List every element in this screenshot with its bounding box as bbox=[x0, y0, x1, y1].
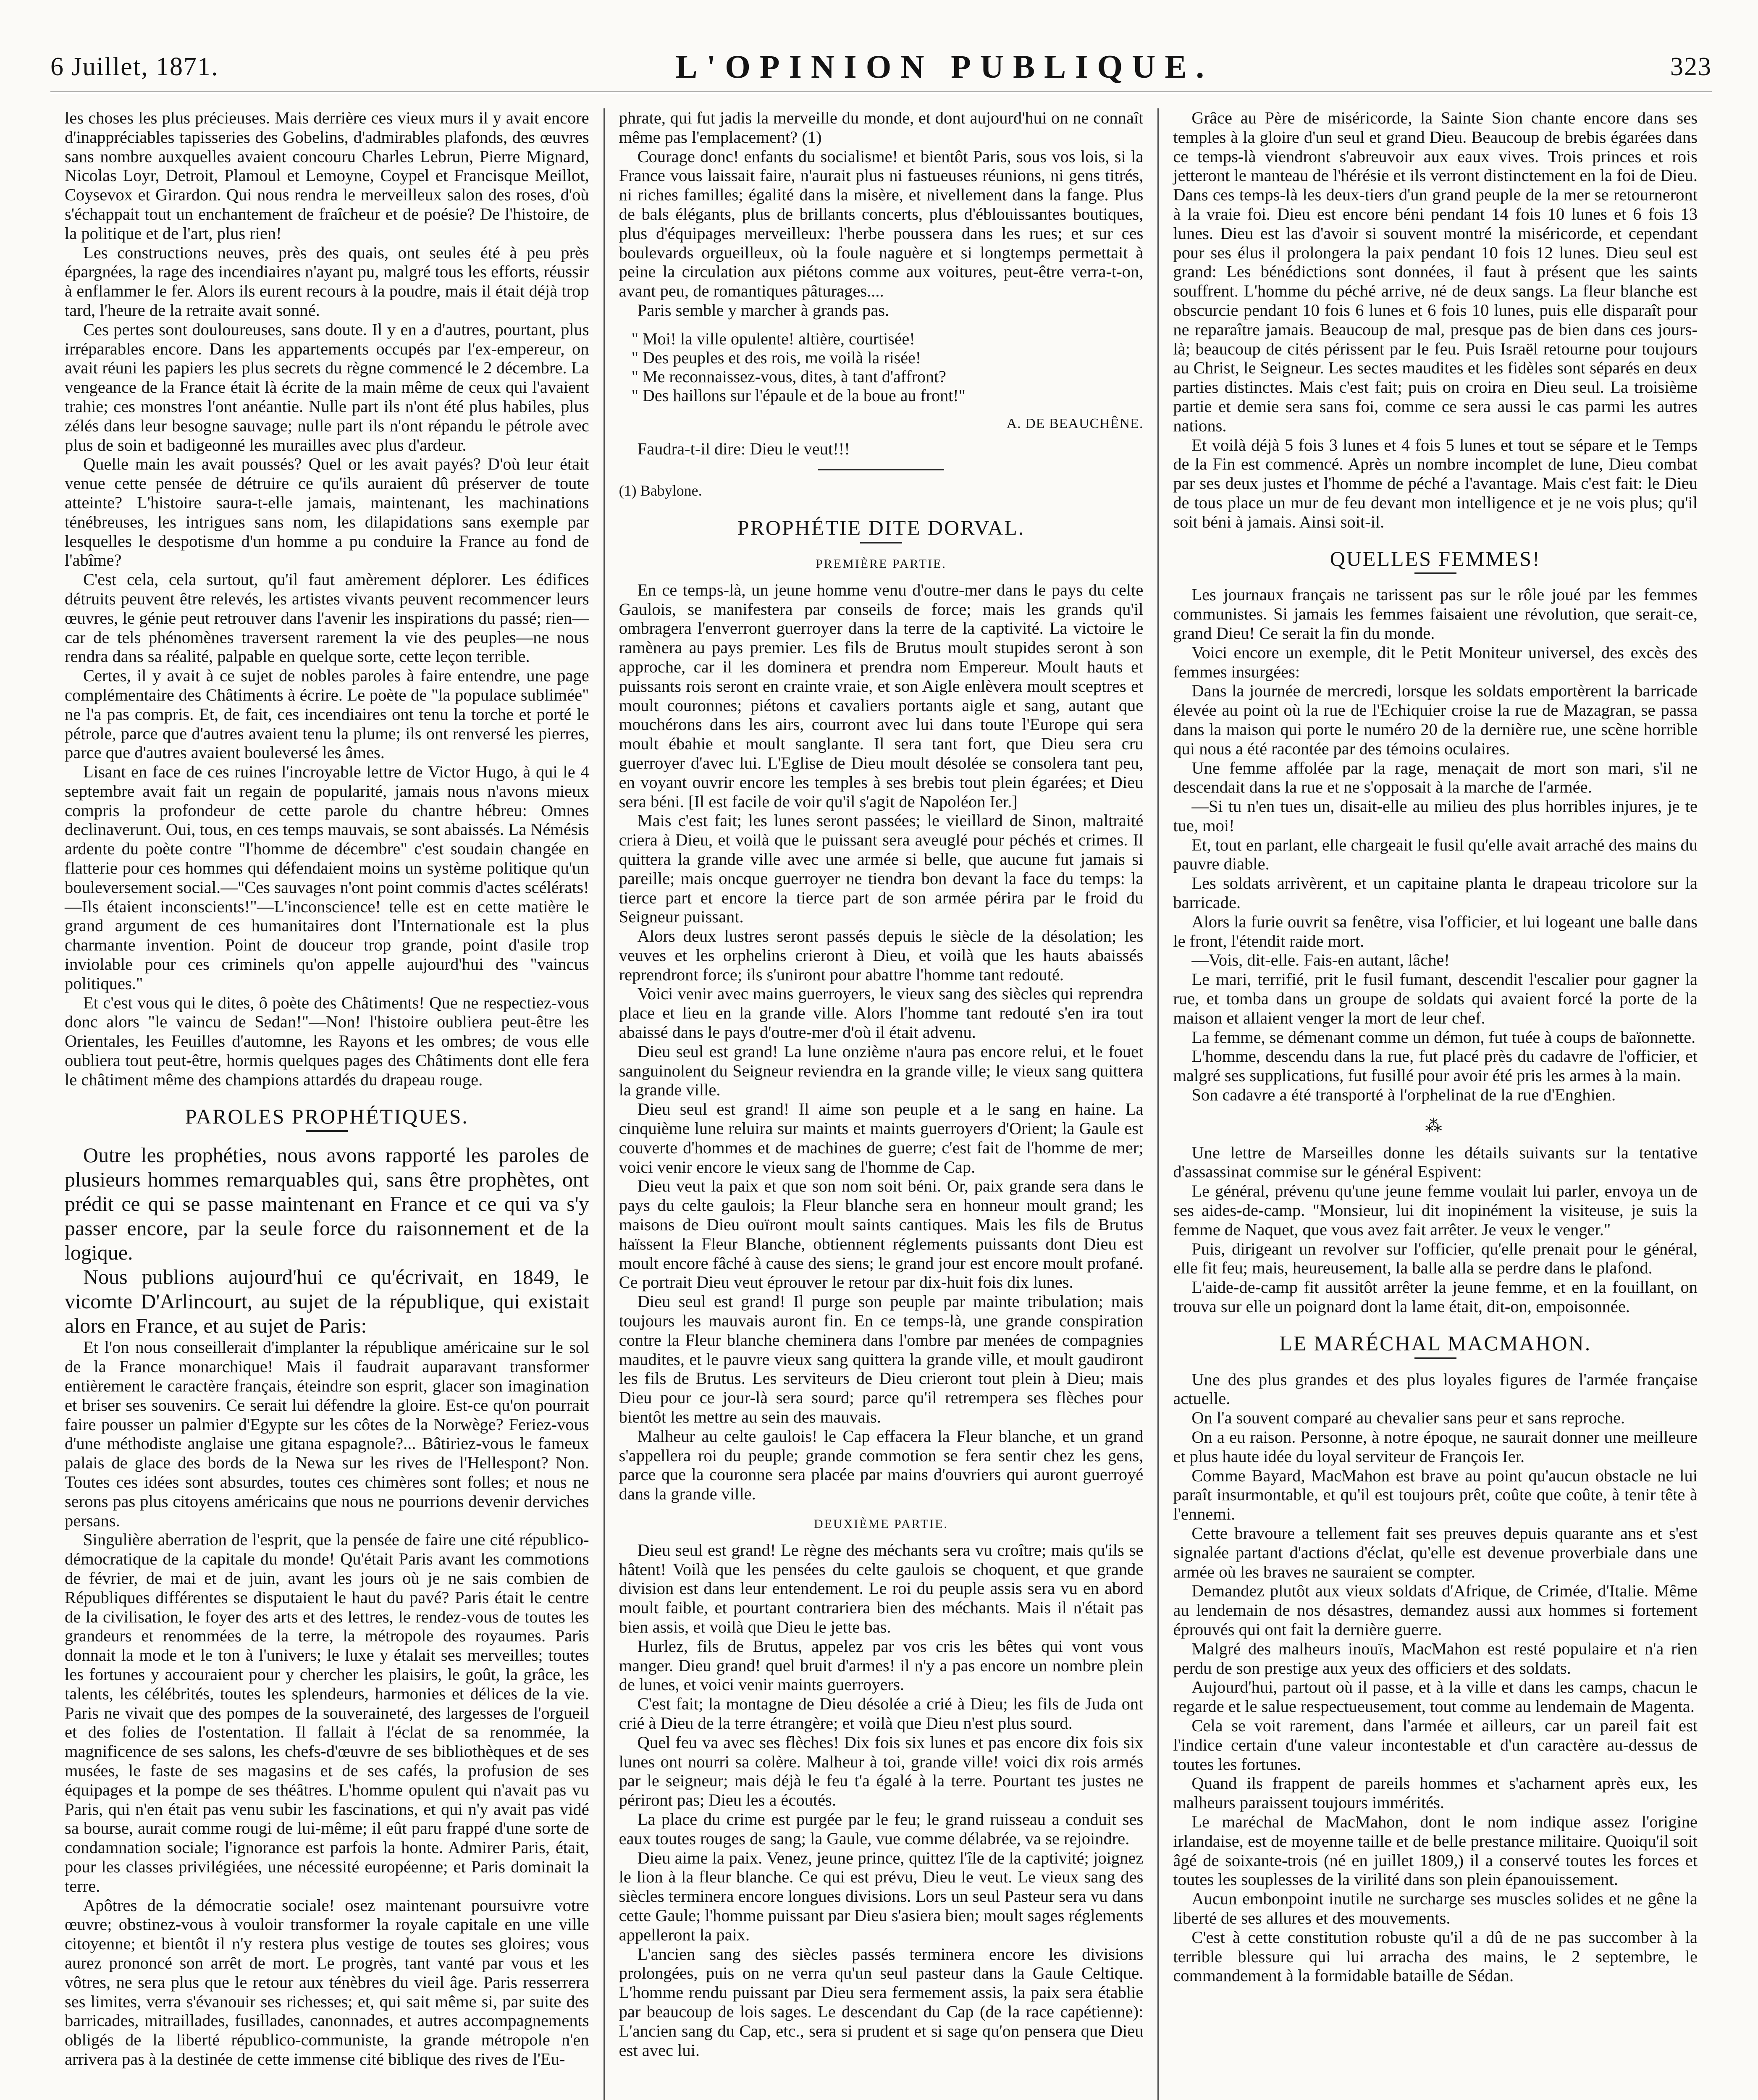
paragraph: Apôtres de la démocratie sociale! osez maintenant poursuivre votre œuvre; obstinez-vous à vouloir transformer la royale capitale en une ville citoyenne; et bientôt il n'y restera plus vestige de toutes ses gloires; vous aurez prononcé son arrêt de mort. Le progrès, tant vanté par vous et les vôtres, ne sera plus que le retour aux ténèbres du vieil âge. Paris resserrera ses limites, verra s'évanouir ses richesses; et, qui sait même si, par suite des barricades, mitraillades, fusillades, canonnades, et autres accompagnements obligés de la liberté républico-communiste, la grande métropole n'en arrivera pas à la destinée de cette immense cité biblique des rives de l'Eu- bbox=[65, 1895, 589, 2068]
paragraph: Quel feu va avec ses flèches! Dix fois six lunes et pas encore dix fois six lunes ont nourri sa colère. Malheur à toi, grande ville! voici dix rois armés par le seigneur; mais déjà le feu t'a égalé à la terre. Pourtant tes justes ne périront pas; Dieu les a écoutés. bbox=[619, 1732, 1144, 1810]
paragraph: Et l'on nous conseillerait d'implanter la république américaine sur le sol de la France monarchique! Mais il faudrait auparavant transformer entièrement le caractère français, éteindre son esprit, glacer son imagination et briser ses souvenirs. Ce serait lui défendre la gloire. Est-ce qu'on pourrait faire pousser un palmier d'Egypte sur les côtes de la Norwège? Feriez-vous d'une méthodiste anglaise une gitana espagnole?... Bâtiriez-vous le fameux palais de glace des bords de la Newa sur les rives de l'Hellespont? Non. Toutes ces idées sont absurdes, toutes ces chimères sont folles; et nous ne serons pas plus citoyens américains que nous ne pourrions devenir derviches persans. bbox=[65, 1338, 589, 1530]
title-rule bbox=[860, 542, 902, 543]
paragraph: Et c'est vous qui le dites, ô poète des Châtiments! Que ne respectiez-vous donc alors "le vaincu de Sedan!"—Non! l'histoire oubliera peut-être les Orientales, les Feuilles d'automne, les Rayons et les ombres; de vous elle oubliera tout peut-être, hormis quelques pages des Châtiments dont elle fera le châtiment même des champions attardés du drapeau rouge. bbox=[65, 993, 589, 1089]
author-signature: A. DE BEAUCHÊNE. bbox=[1006, 415, 1144, 431]
verse-line: " Des peuples et des rois, me voilà la risée! bbox=[631, 348, 921, 367]
paragraph: L'homme, descendu dans la rue, fut placé près du cadavre de l'officier, et malgré ses supplications, fut fusillé pour avoir été pris les armes à la main. bbox=[1173, 1047, 1698, 1085]
paragraph: Les constructions neuves, près des quais, ont seules été à peu près épargnées, la rage des incendiaires n'ayant pu, malgré tous les efforts, réussir à enflammer le fer. Alors ils eurent recours à la poudre, mais il était déjà trop tard, l'heure de la retraite avait sonné. bbox=[65, 243, 589, 320]
paragraph: La femme, se démenant comme un démon, fut tuée à coups de baïonnette. bbox=[1191, 1027, 1696, 1047]
column-left bbox=[50, 108, 603, 2100]
paragraph: Demandez plutôt aux vieux soldats d'Afrique, de Crimée, d'Italie. Même au lendemain de nos désastres, demandez aussi aux hommes si fortement éprouvés qui ont fait la dernière guerre. bbox=[1173, 1581, 1698, 1639]
paragraph: Quand ils frappent de pareils hommes et s'acharnent après eux, les malheurs paraissent toujours immérités. bbox=[1173, 1774, 1698, 1812]
verse-line: " Des haillons sur l'épaule et de la boue au front!" bbox=[631, 386, 966, 405]
column-middle bbox=[603, 108, 1158, 2100]
paragraph: Dans la journée de mercredi, lorsque les soldats emportèrent la barricade élevée au point où la rue de l'Echiquier croise la rue de Mazagran, se passa dans la maison qui porte le numéro 20 de la dernière rue, une scène horrible qui nous a été racontée par des témoins oculaires. bbox=[1173, 681, 1698, 758]
paragraph: Une lettre de Marseilles donne les détails suivants sur la tentative d'assassinat commise sur le général Espivent: bbox=[1173, 1143, 1698, 1181]
issue-date: 6 Juillet, 1871. bbox=[50, 52, 219, 81]
paragraph: Le général, prévenu qu'une jeune femme voulait lui parler, envoya un de ses aides-de-camp. "Monsieur, lui dit inopinément la visiteuse, je suis la femme de Naquet, que vous avez fait arrêter. Je veux le venger." bbox=[1173, 1181, 1698, 1239]
paragraph: Cela se voit rarement, dans l'armée et ailleurs, car un pareil fait est l'indice certain d'une valeur incontestable et d'un caractère au-dessus de toutes les fortunes. bbox=[1173, 1716, 1698, 1774]
paragraph: L'aide-de-camp fit aussitôt arrêter la jeune femme, et en la fouillant, on trouva sur elle un poignard dont la lame était, dit-on, empoisonnée. bbox=[1173, 1278, 1698, 1316]
footnote: (1) Babylone. bbox=[619, 482, 702, 499]
intro-paragraph: Nous publions aujourd'hui ce qu'écrivait, en 1849, le vicomte D'Arlincourt, au sujet de la république, qui existait alors en France, et au sujet de Paris: bbox=[65, 1265, 589, 1338]
paragraph: les choses les plus précieuses. Mais derrière ces vieux murs il y avait encore d'inappréciables tapisseries des Gobelins, d'admirables plafonds, des œuvres sans nombre auxquelles avaient concouru Charles Lebrun, Pierre Mignard, Nicolas Loyr, Detroit, Plamoul et Lemoyne, Coypel et Francisque Meillot, Coysevox et Girardon. Qui nous rendra le merveilleux salon des roses, d'où s'échappait tout un enchantement de fraîcheur et de poésie? De l'histoire, de la politique et de l'art, plus rien! bbox=[65, 108, 589, 243]
paragraph: En ce temps-là, un jeune homme venu d'outre-mer dans le pays du celte Gaulois, se manifestera par conseils de force; mais les grands qu'il ombragera l'enverront guerroyer dans la terre de la captivité. La victoire le ramènera au pays premier. Les fils de Brutus moult stupides seront à son approche, car il les dominera et prendra nom Empereur. Moult hauts et puissants rois seront en crainte vraie, et son Aigle enlèvera moult sceptres et moult couronnes; piétons et cavaliers portants aigle et sang, autant que mouchérons dans les airs, courront avec lui dans toute l'Europe qui sera moult ébahie et moult sanglante. Il sera tant fort, que Dieu sera cru guerroyer d'avec lui. L'Eglise de Dieu moult désolée se consolera tant peu, en voyant ouvrir encore les temples à ses brebis tout plein égarées; et Dieu sera béni. [Il est facile de voir qu'il s'agit de Napoléon Ier.] bbox=[619, 580, 1144, 811]
paragraph: Alors deux lustres seront passés depuis le siècle de la désolation; les veuves et les orphelins crieront à Dieu, et voilà que les hauts abaissés reprendront force; ils s'uniront pour abattre l'homme tant redouté. bbox=[619, 927, 1144, 984]
part-title: PREMIÈRE PARTIE. bbox=[816, 556, 947, 571]
verse-block bbox=[632, 329, 1144, 405]
paragraph: On l'a souvent comparé au chevalier sans peur et sans reproche. bbox=[1191, 1408, 1625, 1428]
section-title: QUELLES FEMMES! bbox=[1330, 546, 1541, 570]
paragraph: C'est cela, cela surtout, qu'il faut amèrement déplorer. Les édifices détruits peuvent être relevés, les artistes vivants peuvent recommencer leurs œuvres, le génie peut retrouver dans l'avenir les inspirations du passé; rien—car de tels phénomènes traversent rarement la vie des peuples—ne nous rendra dans sa réalité, palpable en quelque sorte, cette leçon terrible. bbox=[65, 570, 589, 666]
paragraph: Dieu seul est grand! Il aime son peuple et a le sang en haine. La cinquième lune reluira sur maints et maints guerroyers d'Orient; la Gaule est couverte d'hommes et de machines de guerre; c'est fait de l'homme de mer; voici venir encore le vieux sang de l'homme de Cap. bbox=[619, 1100, 1144, 1176]
paragraph: Voici encore un exemple, dit le Petit Moniteur universel, des excès des femmes insurgées: bbox=[1173, 643, 1698, 681]
paragraph: Son cadavre a été transporté à l'orphelinat de la rue d'Enghien. bbox=[1191, 1085, 1616, 1105]
intro-paragraph: Outre les prophéties, nous avons rapporté les paroles de plusieurs hommes remarquables qui, sans être prophètes, ont prédit ce qui se passe maintenant en France et ce qui va s'y passer encore, par la seule force du raisonnement et de la logique. bbox=[65, 1143, 589, 1265]
paragraph: Cette bravoure a tellement fait ses preuves depuis quarante ans et s'est signalée partant d'actions d'éclat, qu'elle est devenue proverbiale dans une armée où les braves ne sauraient se compter. bbox=[1173, 1523, 1698, 1581]
column-right bbox=[1157, 108, 1712, 2100]
paragraph: —Vois, dit-elle. Fais-en autant, lâche! bbox=[1191, 950, 1450, 970]
paragraph: phrate, qui fut jadis la merveille du monde, et dont aujourd'hui on ne connaît même pas l'emplacement? (1) bbox=[619, 108, 1144, 147]
verse-line: " Me reconnaissez-vous, dites, à tant d'affront? bbox=[631, 367, 946, 386]
title-rule bbox=[1414, 1357, 1456, 1359]
paragraph: Hurlez, fils de Brutus, appelez par vos cris les bêtes qui vont vous manger. Dieu grand! quel bruit d'armes! il n'y a pas encore un nombre plein de lunes, et voici venir maints guerroyers. bbox=[619, 1636, 1144, 1694]
paragraph: Malheur au celte gaulois! le Cap effacera la Fleur blanche, et un grand s'appellera roi du peuple; grande commotion se fera sentir chez les gens, parce que la couronne sera placée par mains d'ouvriers qui auront guerroyé dans la grande ville. bbox=[619, 1426, 1144, 1504]
paragraph: Et, tout en parlant, elle chargeait le fusil qu'elle avait arraché des mains du pauvre diable. bbox=[1173, 835, 1698, 874]
paragraph: Voici venir avec mains guerroyers, le vieux sang des siècles qui reprendra place et lieu en la grande ville. Alors l'homme tant redouté s'en ira tout abaissé dans le pays d'outre-mer d'où il était advenu. bbox=[619, 984, 1144, 1042]
paragraph: Courage donc! enfants du socialisme! et bientôt Paris, sous vos lois, si la France vous laissait faire, n'aurait plus ni fastueuses réunions, ni gens titrés, ni riches familles; égalité dans la misère, et nivellement dans la fange. Plus de bals élégants, plus de brillants concerts, plus d'éblouissantes boutiques, plus d'équipages merveilleux: l'herbe poussera dans les rues; et sur ces boulevards orgueilleux, où la foule naguère et si longtemps permettait à peine la circulation aux piétons comme aux voitures, peut-être verra-t-on, avant peu, de romantiques pâturages.... bbox=[619, 147, 1144, 301]
paragraph: Les journaux français ne tarissent pas sur le rôle joué par les femmes communistes. Si jamais les femmes faisaient une révolution, que serait-ce, grand Dieu! Ce serait la fin du monde. bbox=[1173, 585, 1698, 643]
paragraph: On a eu raison. Personne, à notre époque, ne saurait donner une meilleure et plus haute idée du loyal serviteur de François Ier. bbox=[1173, 1428, 1698, 1466]
paragraph: Une des plus grandes et des plus loyales figures de l'armée française actuelle. bbox=[1173, 1370, 1698, 1408]
section-title: PROPHÉTIE DITE DORVAL. bbox=[737, 516, 1025, 540]
verse-line: " Moi! la ville opulente! altière, courtisée! bbox=[631, 329, 915, 348]
paragraph: Le mari, terrifié, prit le fusil fumant, descendit l'escalier pour gagner la rue, et tomba dans un groupe de soldats qui avaient forcé la porte de la maison et allaient venger la mort de leur chef. bbox=[1173, 970, 1698, 1027]
paragraph: Mais c'est fait; les lunes seront passées; le vieillard de Sinon, maltraité criera à Dieu, et voilà que le puissant sera aveuglé pour péchés et crimes. Il quittera la grande ville avec une armée si belle, que aucune fut jamais si pareille; mais oncque guerroyer ne tiendra bon devant la face du temps: la tierce part et encore la tierce part de son armée périra par le froid du Seigneur puissant. bbox=[619, 811, 1144, 927]
paragraph: Comme Bayard, MacMahon est brave au point qu'aucun obstacle ne lui paraît insurmontable, et qu'il est toujours prêt, coûte que coûte, à tenir tête à l'ennemi. bbox=[1173, 1466, 1698, 1524]
paragraph: Les soldats arrivèrent, et un capitaine planta le drapeau tricolore sur la barricade. bbox=[1173, 874, 1698, 912]
paragraph: —Si tu n'en tues un, disait-elle au milieu des plus horribles injures, je te tue, moi! bbox=[1173, 797, 1698, 835]
section-title: PAROLES PROPHÉTIQUES. bbox=[185, 1104, 469, 1128]
section-title: LE MARÉCHAL MACMAHON. bbox=[1279, 1331, 1592, 1355]
paragraph: Alors la furie ouvrit sa fenêtre, visa l'officier, et lui logeant une balle dans le front, l'étendit raide mort. bbox=[1173, 912, 1698, 950]
paragraph: Dieu seul est grand! La lune onzième n'aura pas encore relui, et le fouet sanguinolent du Seigneur reviendra en la grande ville; le vieux sang quittera la grande ville. bbox=[619, 1042, 1144, 1100]
asterism-separator: ⁂ bbox=[1425, 1116, 1446, 1135]
paragraph: Singulière aberration de l'esprit, que la pensée de faire une cité républico-démocratique de la capitale du monde! Qu'était Paris avant les commotions de février, de mai et de juin, avant les jours où je ne sais combien de Républiques différentes se disputaient le haut du pavé? Paris était le centre de la civilisation, le foyer des arts et des lettres, le rendez-vous de toutes les grandeurs et renommées de la terre, la métropole des royaumes. Paris donnait la mode et le ton à l'univers; le luxe y étalait ses merveilles; toutes les fortunes y accouraient pour y chercher les plaisirs, le goût, la grâce, les talents, les célébrités, toutes les splendeurs, harmonies et délices de la vie. Paris ne vivait que des pompes de la souveraineté, des largesses de l'orgueil et des folies de l'ostentation. Il fallait à l'éclat de sa renommée, la magnificence de ses salons, les chefs-d'œuvre de ses bibliothèques et de ses musées, le faste de ses magasins et de ses cafés, la profusion de ses équipages et la pompe de ses théâtres. L'homme opulent qui n'avait pas vu Paris, qui n'en était pas venu subir les fascinations, et qui n'y avait pas vidé sa bourse, aurait comme rougi de lui-même; il eût paru frappé d'une sorte de condamnation sociale; l'ignorance est parfois la honte. Admirer Paris, était, pour les classes privilégiées, une nécessité européenne; et Paris dominait la terre. bbox=[65, 1530, 589, 1895]
paragraph: Et voilà déjà 5 fois 3 lunes et 4 fois 5 lunes et tout se sépare et le Temps de la Fin est commencé. Après un nombre incomplet de lune, Dieu combat par ses deux justes et l'homme de péché a l'avantage. Mais c'est fait: le Dieu de tous place un mur de feu devant mon intelligence et je ne vois plus; qu'il soit béni à jamais. Ainsi soit-il. bbox=[1173, 435, 1698, 531]
paragraph: Le maréchal de MacMahon, dont le nom indique assez l'origine irlandaise, est de moyenne taille et de belle prestance militaire. Quoiqu'il soit âgé de soixante-trois (né en juillet 1809,) il a conservé toutes les forces et toutes les souplesses de la virilité dans son plein épanouissement. bbox=[1173, 1812, 1698, 1889]
paragraph: C'est fait; la montagne de Dieu désolée a crié à Dieu; les fils de Juda ont crié à Dieu de la terre étrangère; et voilà que Dieu n'est plus sourd. bbox=[619, 1694, 1144, 1732]
paragraph: Dieu seul est grand! Le règne des méchants sera vu croître; mais qu'ils se hâtent! Voilà que les pensées du celte gaulois se choquent, et que grande division est dans leur entendement. Le roi du peuple assis sera vu en abord moult faible, et pourtant contrariera bien des méchants. Mais il n'était pas bien assis, et voilà que Dieu le jette bas. bbox=[619, 1540, 1144, 1636]
title-rule bbox=[1414, 572, 1456, 574]
paragraph: Certes, il y avait à ce sujet de nobles paroles à faire entendre, une page complémentaire des Châtiments à écrire. Le poète de "la populace sublimée" ne l'a pas compris. Et, de fait, ces incendiaires ont tenu la torche et porté le pétrole, parce que d'autres avaient tenu la plume; ils ont renversé les pierres, parce que d'autres avaient bouleversé les âmes. bbox=[65, 666, 589, 762]
paragraph: Lisant en face de ces ruines l'incroyable lettre de Victor Hugo, à qui le 4 septembre avait fait un regain de popularité, jamais nous n'avons mieux compris la profondeur de cette parole du chantre hébreu: Omnes declinaverunt. Oui, tous, en ces temps mauvais, se sont abaissés. La Némésis ardente du poète contre "l'homme de décembre" c'est soudain changée en flatterie pour ces hommes qui défendaient moins un système politique qu'un bouleversement social.—"Ces sauvages n'ont point commis d'actes scélérats!—Ils étaient inconscients!"—L'inconscience! telle est en cette matière le grand argument de ces humanitaires dont l'Internationale est la plus charmante invention. Point de douceur trop grande, point d'asile trop inviolable pour ces criminels qu'on appelle aujourd'hui des "vaincus politiques." bbox=[65, 762, 589, 993]
title-rule bbox=[306, 1130, 348, 1132]
paragraph: Aucun embonpoint inutile ne surcharge ses muscles solides et ne gêne la liberté de ses allures et des mouvements. bbox=[1173, 1889, 1698, 1927]
paragraph: Dieu seul est grand! Il purge son peuple par mainte tribulation; mais toujours les mauvais auront fin. En ce temps-là, une grande conspiration contre la Fleur blanche cheminera dans l'ombre par menées de compagnies maudites, et le pauvre vieux sang quittera la grande ville, et moult gaudiront les fils de Brutus. Les serviteurs de Dieu crieront tout plein à Dieu; mais Dieu pour ce jour-là sera sourd; parce qu'il retrempera ses flèches pour bientôt les mettre au sein des mauvais. bbox=[619, 1292, 1144, 1427]
page-header bbox=[50, 42, 1712, 93]
paragraph: C'est à cette constitution robuste qu'il a dû de ne pas succomber à la terrible blessure qui lui arracha des mains, le 2 septembre, le commandement à la formidable bataille de Sédan. bbox=[1173, 1927, 1698, 1985]
columns bbox=[50, 108, 1712, 2100]
paragraph: L'ancien sang des siècles passés terminera encore les divisions prolongées, puis on ne verra qu'un seul pasteur dans la Gaule Celtique. L'homme rendu puissant par Dieu sera fermement assis, la paix sera établie par beaucoup de lois sages. Le descendant du Cap (de la race capétienne): L'ancien sang du Cap, etc., sera si prudent et si sage qu'on pensera que Dieu est avec lui. bbox=[619, 1944, 1144, 2060]
paragraph: Malgré des malheurs inouïs, MacMahon est resté populaire et n'a rien perdu de son prestige aux yeux des officiers et des soldats. bbox=[1173, 1639, 1698, 1677]
part-title: DEUXIÈME PARTIE. bbox=[813, 1517, 949, 1531]
newspaper-title: L'OPINION PUBLIQUE. bbox=[675, 48, 1214, 85]
paragraph: Dieu aime la paix. Venez, jeune prince, quittez l'île de la captivité; joignez le lion à la fleur blanche. Ce qui est prévu, Dieu le veut. Le vieux sang des siècles terminera encore longues divisions. Lors un seul Pasteur sera vu dans cette Gaule; l'homme puissant par Dieu s'asiera bien; moult sages réglements appelleront la paix. bbox=[619, 1848, 1144, 1944]
paragraph: Paris semble y marcher à grands pas. bbox=[637, 300, 889, 320]
paragraph: Faudra-t-il dire: Dieu le veut!!! bbox=[637, 439, 850, 458]
paragraph: Ces pertes sont douloureuses, sans doute. Il y en a d'autres, pourtant, plus irréparables encore. Dans les appartements occupés par l'ex-empereur, on avait réuni les papiers les plus secrets du règne commencé le 2 décembre. La vengeance de la France était là écrite de la main même de ceux qui l'avaient trahie; ces monstres l'ont anéantie. Nulle part ils n'ont été plus habiles, plus zélés dans leur besogne sauvage; nulle part ils n'ont répandu le pétrole avec plus de soin et badigeonné les murailles avec plus d'ardeur. bbox=[65, 320, 589, 454]
paragraph: Puis, dirigeant un revolver sur l'officier, qu'elle prenait pour le général, elle fit feu; mais, heureusement, la balle alla se perdre dans le plafond. bbox=[1173, 1239, 1698, 1278]
divider bbox=[818, 469, 944, 470]
paragraph: Dieu veut la paix et que son nom soit béni. Or, paix grande sera dans le pays du celte gaulois; la Fleur blanche sera en honneur moult grand; les maisons de Dieu ouïront moult saints cantiques. Mais les fils de Brutus haïssent la Fleur Blanche, obtiennent réglements puissants dont Dieu est moult encore fâché à cause des siens; le grand jour est encore moult profané. Ce portrait Dieu veut éprouver le retour par dix-huit fois dix lunes. bbox=[619, 1176, 1144, 1292]
paragraph: Une femme affolée par la rage, menaçait de mort son mari, s'il ne descendait dans la rue et ne s'opposait à la marche de l'armée. bbox=[1173, 758, 1698, 797]
paragraph: La place du crime est purgée par le feu; le grand ruisseau a conduit ses eaux toutes rouges de sang; la Gaule, vue comme délabrée, va se rejoindre. bbox=[619, 1809, 1144, 1848]
paragraph: Quelle main les avait poussés? Quel or les avait payés? D'où leur était venue cette pensée de détruire ce qu'ils auraient dû préserver de toute atteinte? L'histoire saura-t-elle jamais, maintenant, les machinations ténébreuses, les intrigues sans nom, les dilapidations sans exemple par lesquelles le despotisme d'un homme a pu conduire la France au fond de l'abîme? bbox=[65, 454, 589, 570]
paragraph: Aujourd'hui, partout où il passe, et à la ville et dans les camps, chacun le regarde et le salue respectueusement, tout comme au lendemain de Magenta. bbox=[1173, 1677, 1698, 1716]
page-number: 323 bbox=[1670, 52, 1712, 81]
paragraph: Grâce au Père de miséricorde, la Sainte Sion chante encore dans ses temples à la gloire d'un seul et grand Dieu. Beaucoup de brebis égarées dans ce temps-là viendront s'abreuvoir aux eaux vives. Trois princes et rois jetteront le manteau de l'hérésie et ils verront distinctement en la foi de Dieu. Dans ces temps-là les deux-tiers d'un grand peuple de la mer se retourneront à la vraie foi. Dieu est encore béni pendant 14 fois 10 lunes et 6 fois 13 lunes. Dieu est las d'avoir si souvent montré la miséricorde, et cependant pour ses élus il prolongera la paix pendant 10 fois 12 lunes. Dieu seul est grand: Les bénédictions sont données, il faut à présent que les saints souffrent. L'homme du péché arrive, né de deux sangs. La fleur blanche est obscurcie pendant 10 fois 6 lunes et 6 fois 10 lunes, puis elle disparaît pour ne reparaître jamais. Beaucoup de mal, presque pas de bien dans ces jours-là; beaucoup de cités périssent par le feu. Puis Israël retourne pour toujours au Christ, le Seigneur. Les sectes maudites et les fidèles sont séparés en deux parties distinctes. Mais c'est fait; puis on croira en Dieu seul. La troisième partie et demie sera sans foi, comme ce sera aussi le cas parmi les autres nations. bbox=[1173, 108, 1698, 435]
